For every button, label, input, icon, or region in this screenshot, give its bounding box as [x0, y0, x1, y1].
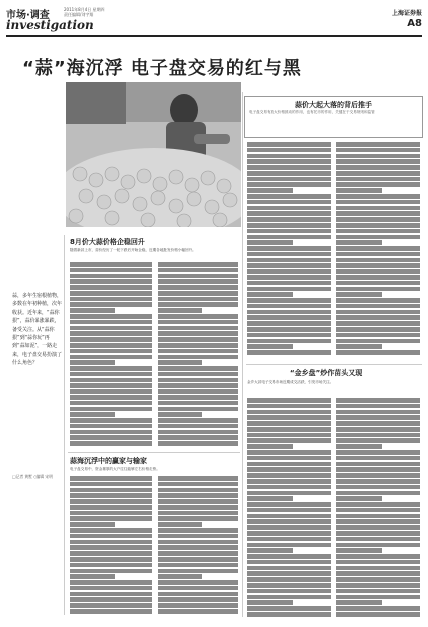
text-line	[247, 194, 331, 199]
text-line	[336, 410, 420, 415]
text-line	[336, 142, 420, 147]
text-line	[247, 427, 331, 432]
text-line	[336, 223, 420, 228]
article-text-block	[336, 142, 420, 360]
text-line	[70, 389, 152, 394]
text-line	[336, 450, 420, 455]
text-line	[336, 456, 420, 461]
text-line	[158, 586, 238, 591]
text-line	[70, 331, 152, 336]
text-line	[336, 287, 420, 292]
text-line	[247, 229, 331, 234]
text-line	[336, 467, 420, 472]
text-line	[247, 165, 331, 170]
text-line	[336, 571, 420, 576]
text-line	[247, 177, 331, 182]
text-line	[247, 148, 331, 153]
text-line	[158, 534, 238, 539]
text-line	[158, 516, 238, 521]
text-line	[158, 603, 238, 608]
text-line	[70, 528, 152, 533]
text-line	[336, 321, 420, 326]
section-lead: 金乡大蒜电子交易市场近期成交活跃，引发市场关注。	[247, 380, 334, 384]
text-line	[336, 339, 420, 344]
text-line	[70, 482, 152, 487]
feature-box-subtitle: 电子盘交易有放大价格波动的作用，也有托市的作用，关键在于交易规则和监管	[249, 110, 375, 114]
text-line	[336, 211, 420, 216]
text-line	[247, 206, 331, 211]
text-line	[336, 462, 420, 467]
text-line	[336, 154, 420, 159]
text-line	[70, 488, 152, 493]
text-line	[158, 279, 238, 284]
column-divider	[242, 92, 243, 617]
text-line	[336, 595, 420, 600]
text-line	[247, 240, 293, 245]
text-line	[247, 462, 331, 467]
text-line	[70, 378, 152, 383]
text-line	[158, 488, 238, 493]
text-line	[158, 366, 238, 371]
text-line	[247, 344, 293, 349]
text-line	[247, 171, 331, 176]
text-line	[158, 424, 238, 429]
text-line	[336, 514, 420, 519]
text-line	[158, 378, 238, 383]
text-line	[70, 609, 152, 614]
text-line	[247, 554, 331, 559]
text-line	[336, 281, 420, 286]
text-line	[247, 315, 331, 320]
text-line	[336, 415, 420, 420]
text-line	[247, 467, 331, 472]
text-line	[70, 603, 152, 608]
text-line	[158, 563, 238, 568]
text-line	[336, 554, 420, 559]
text-line	[158, 268, 238, 273]
text-line	[158, 551, 238, 556]
text-line	[336, 519, 420, 524]
text-line	[336, 583, 420, 588]
section-heading: “金乡盘”炒作苗头又现	[290, 369, 363, 377]
text-line	[70, 268, 152, 273]
text-line	[247, 298, 331, 303]
text-line	[247, 415, 331, 420]
masthead-rule	[6, 35, 422, 37]
text-line	[336, 269, 420, 274]
text-line	[70, 424, 152, 429]
text-line	[247, 211, 331, 216]
text-line	[336, 600, 382, 605]
masthead	[6, 4, 422, 50]
text-line	[70, 383, 152, 388]
text-line	[158, 407, 238, 412]
text-line	[158, 528, 238, 533]
text-line	[70, 326, 152, 331]
text-line	[158, 401, 238, 406]
text-line	[336, 229, 420, 234]
text-line	[336, 177, 420, 182]
byline: □记者 黄墅 ○编辑 宋明	[12, 474, 53, 479]
text-line	[158, 337, 238, 342]
text-line	[70, 418, 152, 423]
text-line	[336, 525, 420, 530]
text-line	[336, 421, 420, 426]
feature-box	[244, 96, 423, 138]
page-number: A8	[407, 18, 422, 29]
article-text-block	[158, 262, 238, 448]
text-line	[247, 543, 331, 548]
text-line	[247, 217, 331, 222]
text-line	[247, 571, 331, 576]
text-line	[158, 389, 238, 394]
text-line	[336, 496, 382, 501]
text-line	[247, 560, 331, 565]
text-line	[336, 404, 420, 409]
column-divider	[64, 235, 65, 615]
text-line	[247, 514, 331, 519]
text-line	[336, 327, 420, 332]
article-text-block	[247, 142, 331, 360]
text-line	[70, 574, 115, 579]
text-line	[70, 395, 152, 400]
text-line	[247, 154, 331, 159]
text-line	[158, 435, 238, 440]
text-line	[247, 159, 331, 164]
section-heading: 8月价大蒜价格企稳回升	[70, 238, 145, 246]
text-line	[247, 444, 293, 449]
text-line	[70, 355, 152, 360]
text-line	[247, 304, 331, 309]
text-line	[70, 499, 152, 504]
text-line	[70, 279, 152, 284]
text-line	[336, 548, 382, 553]
text-line	[336, 217, 420, 222]
text-line	[336, 444, 382, 449]
text-line	[247, 287, 331, 292]
article-text-block	[336, 398, 420, 620]
text-line	[70, 285, 152, 290]
garlic-photo	[66, 82, 241, 227]
text-line	[247, 491, 331, 496]
text-line	[247, 333, 331, 338]
text-line	[247, 246, 331, 251]
text-line	[247, 252, 331, 257]
section-title-en: investigation	[6, 18, 94, 32]
text-line	[158, 580, 238, 585]
text-line	[247, 310, 331, 315]
text-line	[336, 612, 420, 617]
text-line	[70, 337, 152, 342]
text-line	[336, 577, 420, 582]
text-line	[158, 569, 238, 574]
text-line	[158, 274, 238, 279]
text-line	[336, 485, 420, 490]
text-line	[158, 574, 202, 579]
text-line	[336, 566, 420, 571]
text-line	[158, 302, 238, 307]
text-line	[336, 246, 420, 251]
headline: “蒜”海沉浮 电子盘交易的红与黑	[22, 58, 302, 79]
section-lead: 电子盘交易中，资金雄厚的大户往往能够左右价格走势。	[70, 467, 160, 471]
text-line	[247, 269, 331, 274]
text-line	[247, 589, 331, 594]
text-line	[247, 473, 331, 478]
text-line	[158, 609, 238, 614]
text-line	[247, 421, 331, 426]
text-line	[158, 476, 238, 481]
text-line	[70, 262, 152, 267]
text-line	[336, 188, 382, 193]
text-line	[70, 516, 152, 521]
text-line	[336, 304, 420, 309]
text-line	[247, 485, 331, 490]
text-line	[247, 612, 331, 617]
text-line	[247, 508, 331, 513]
issue-meta	[64, 7, 144, 17]
text-line	[158, 285, 238, 290]
text-line	[336, 560, 420, 565]
text-line	[158, 308, 202, 313]
text-line	[70, 349, 152, 354]
text-line	[336, 200, 420, 205]
text-line	[70, 274, 152, 279]
text-line	[247, 496, 293, 501]
text-line	[158, 597, 238, 602]
text-line	[247, 410, 331, 415]
text-line	[158, 493, 238, 498]
text-line	[336, 589, 420, 594]
text-line	[70, 557, 152, 562]
article-text-block	[158, 476, 238, 620]
text-line	[336, 531, 420, 536]
text-line	[336, 537, 420, 542]
text-line	[158, 430, 238, 435]
text-line	[70, 522, 115, 527]
text-line	[336, 310, 420, 315]
text-line	[158, 326, 238, 331]
section-lead: 随着新蒜上市，蒜价经历了一轮下跌后开始企稳，近期各地批发价格小幅回升。	[70, 248, 196, 252]
text-line	[247, 433, 331, 438]
text-line	[70, 430, 152, 435]
text-line	[336, 398, 420, 403]
text-line	[70, 320, 152, 325]
text-line	[70, 360, 115, 365]
text-line	[158, 262, 238, 267]
text-line	[247, 398, 331, 403]
section-title: 市场·调查	[6, 10, 50, 21]
text-line	[336, 194, 420, 199]
text-line	[158, 320, 238, 325]
text-line	[336, 427, 420, 432]
text-line	[70, 511, 152, 516]
text-line	[70, 372, 152, 377]
text-line	[336, 258, 420, 263]
text-line	[247, 327, 331, 332]
text-line	[336, 235, 420, 240]
text-line	[247, 600, 293, 605]
text-line	[336, 252, 420, 257]
text-line	[336, 182, 420, 187]
text-line	[247, 566, 331, 571]
text-line	[247, 263, 331, 268]
text-line	[336, 263, 420, 268]
text-line	[247, 583, 331, 588]
text-line	[158, 505, 238, 510]
text-line	[247, 502, 331, 507]
text-line	[336, 206, 420, 211]
text-line	[70, 401, 152, 406]
text-line	[336, 433, 420, 438]
text-line	[70, 412, 115, 417]
text-line	[336, 344, 382, 349]
text-line	[158, 331, 238, 336]
text-line	[336, 298, 420, 303]
text-line	[336, 438, 420, 443]
text-line	[247, 456, 331, 461]
text-line	[158, 297, 238, 302]
text-line	[70, 366, 152, 371]
text-line	[158, 395, 238, 400]
section-heading: 蒜海沉浮中的赢家与输家	[70, 457, 147, 465]
text-line	[70, 592, 152, 597]
text-line	[336, 543, 420, 548]
text-line	[158, 383, 238, 388]
text-line	[247, 519, 331, 524]
text-line	[247, 404, 331, 409]
text-line	[158, 482, 238, 487]
garlic-photo-image	[66, 82, 241, 227]
text-line	[247, 577, 331, 582]
text-line	[158, 557, 238, 562]
feature-box-title: 蒜价大起大落的背后推手	[295, 101, 372, 109]
text-line	[247, 235, 331, 240]
text-line	[158, 499, 238, 504]
section-divider	[68, 452, 240, 453]
text-line	[247, 142, 331, 147]
section-divider	[246, 364, 422, 365]
text-line	[336, 350, 420, 355]
text-line	[158, 540, 238, 545]
text-line	[336, 159, 420, 164]
text-line	[336, 315, 420, 320]
text-line	[336, 479, 420, 484]
text-line	[70, 302, 152, 307]
text-line	[158, 441, 238, 446]
text-line	[247, 525, 331, 530]
text-line	[158, 343, 238, 348]
text-line	[70, 563, 152, 568]
text-line	[70, 441, 152, 446]
text-line	[247, 188, 293, 193]
text-line	[158, 355, 238, 360]
text-line	[336, 292, 382, 297]
text-line	[336, 165, 420, 170]
text-line	[247, 595, 331, 600]
text-line	[158, 592, 238, 597]
text-line	[158, 522, 202, 527]
text-line	[158, 418, 238, 423]
text-line	[247, 548, 293, 553]
newspaper-name: 上海证券报	[391, 10, 422, 17]
text-line	[247, 479, 331, 484]
text-line	[70, 569, 152, 574]
article-text-block	[70, 476, 152, 620]
text-line	[247, 275, 331, 280]
text-line	[247, 321, 331, 326]
text-line	[158, 372, 238, 377]
text-line	[158, 511, 238, 516]
text-line	[336, 240, 382, 245]
text-line	[70, 586, 152, 591]
text-line	[70, 534, 152, 539]
text-line	[247, 531, 331, 536]
text-line	[247, 537, 331, 542]
text-line	[336, 491, 420, 496]
text-line	[247, 450, 331, 455]
text-line	[247, 182, 331, 187]
text-line	[70, 435, 152, 440]
article-text-block	[70, 262, 152, 448]
text-line	[70, 505, 152, 510]
text-line	[70, 476, 152, 481]
text-line	[247, 606, 331, 611]
text-line	[70, 407, 152, 412]
text-line	[247, 350, 331, 355]
text-line	[70, 545, 152, 550]
text-line	[247, 438, 331, 443]
text-line	[70, 291, 152, 296]
text-line	[247, 281, 331, 286]
text-line	[336, 502, 420, 507]
article-text-block	[247, 398, 331, 620]
text-line	[336, 508, 420, 513]
text-line	[336, 473, 420, 478]
text-line	[247, 200, 331, 205]
text-line	[336, 606, 420, 611]
text-line	[70, 493, 152, 498]
text-line	[336, 333, 420, 338]
issue-date: 2011年8月4日 星期四	[64, 7, 105, 12]
text-line	[70, 314, 152, 319]
text-line	[70, 308, 115, 313]
text-line	[70, 297, 152, 302]
text-line	[158, 412, 202, 417]
text-line	[70, 540, 152, 545]
issue-editor: 责任编辑/刘宇翔	[64, 12, 94, 17]
text-line	[247, 258, 331, 263]
text-line	[247, 339, 331, 344]
text-line	[158, 291, 238, 296]
text-line	[70, 343, 152, 348]
pull-quote: 蒜，多年生宿根植物，多数在年初种植，次年收获。近年来，“蒜你狠”，蒜价暴涨暴跌，备受关注。从“蒜你狠”到“蒜你玩”再到“蒜如泥”，一路走来，电子盘交易扮演了什么角色？	[12, 293, 63, 367]
text-line	[70, 551, 152, 556]
text-line	[70, 580, 152, 585]
text-line	[336, 171, 420, 176]
text-line	[336, 275, 420, 280]
text-line	[158, 545, 238, 550]
text-line	[70, 597, 152, 602]
text-line	[158, 314, 238, 319]
text-line	[247, 223, 331, 228]
text-line	[336, 148, 420, 153]
text-line	[247, 292, 293, 297]
text-line	[158, 360, 202, 365]
text-line	[158, 349, 238, 354]
